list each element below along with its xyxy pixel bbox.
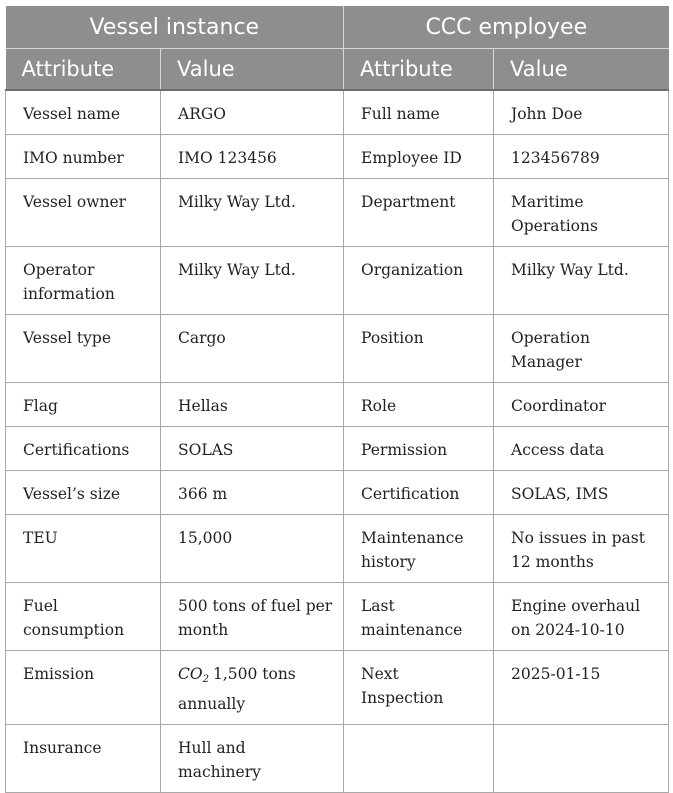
employee-attribute: Role: [344, 383, 494, 427]
employee-value: No issues in past 12 months: [494, 515, 669, 583]
table-row: [6, 179, 669, 247]
vessel-attribute: Flag: [6, 383, 161, 427]
employee-value: Milky Way Ltd.: [494, 247, 669, 315]
vessel-value: Hellas: [161, 383, 344, 427]
employee-attribute: Department: [344, 179, 494, 247]
table-row: [6, 583, 669, 651]
table-header: [6, 6, 669, 90]
employee-value: Operation Manager: [494, 315, 669, 383]
vessel-attribute: Insurance: [6, 725, 161, 793]
emission-formula: CO: [178, 665, 203, 683]
employee-value: SOLAS, IMS: [494, 471, 669, 515]
emission-amount: 1,500 tons annually: [178, 665, 296, 713]
vessel-attribute: Operator information: [6, 247, 161, 315]
table-row: [6, 471, 669, 515]
header-value-right: Value: [494, 49, 669, 91]
vessel-value: ARGO: [161, 90, 344, 135]
header-attribute-right: Attribute: [344, 49, 494, 91]
vessel-attribute: TEU: [6, 515, 161, 583]
header-ccc-employee: CCC employee: [344, 6, 669, 49]
employee-value: [494, 725, 669, 793]
employee-attribute: Permission: [344, 427, 494, 471]
employee-value: 2025-01-15: [494, 651, 669, 725]
vessel-attribute: Vessel name: [6, 90, 161, 135]
header-group-row: [6, 6, 669, 49]
vessel-attribute: Vessel owner: [6, 179, 161, 247]
employee-value: 123456789: [494, 135, 669, 179]
employee-attribute: Position: [344, 315, 494, 383]
attributes-table: [5, 6, 669, 793]
table-row: [6, 315, 669, 383]
header-vessel-instance: Vessel instance: [6, 6, 344, 49]
table-body: [6, 90, 669, 793]
header-attribute-left: Attribute: [6, 49, 161, 91]
table-row: [6, 383, 669, 427]
employee-value: Engine overhaul on 2024-10-10: [494, 583, 669, 651]
employee-value: John Doe: [494, 90, 669, 135]
employee-value: Coordinator: [494, 383, 669, 427]
employee-attribute: Certification: [344, 471, 494, 515]
vessel-value: SOLAS: [161, 427, 344, 471]
table-row: [6, 725, 669, 793]
employee-value: Access data: [494, 427, 669, 471]
employee-attribute: [344, 725, 494, 793]
employee-attribute: Organization: [344, 247, 494, 315]
employee-attribute: Last maintenance: [344, 583, 494, 651]
table-row: [6, 427, 669, 471]
vessel-value: 366 m: [161, 471, 344, 515]
vessel-value: 15,000: [161, 515, 344, 583]
employee-attribute: Maintenance history: [344, 515, 494, 583]
table-row: [6, 651, 669, 725]
table-row: [6, 90, 669, 135]
vessel-value: 500 tons of fuel per month: [161, 583, 344, 651]
vessel-value: IMO 123456: [161, 135, 344, 179]
emission-subscript: 2: [202, 674, 209, 685]
vessel-value: [161, 651, 344, 725]
vessel-attribute: IMO number: [6, 135, 161, 179]
header-value-left: Value: [161, 49, 344, 91]
employee-attribute: Employee ID: [344, 135, 494, 179]
vessel-value: Milky Way Ltd.: [161, 247, 344, 315]
vessel-value: Hull and machinery: [161, 725, 344, 793]
vessel-value: Milky Way Ltd.: [161, 179, 344, 247]
table-row: [6, 247, 669, 315]
vessel-attribute: Fuel consumption: [6, 583, 161, 651]
vessel-attribute: Vessel’s size: [6, 471, 161, 515]
vessel-attribute: Vessel type: [6, 315, 161, 383]
vessel-attribute: Certifications: [6, 427, 161, 471]
employee-attribute: Next Inspection: [344, 651, 494, 725]
table-row: [6, 515, 669, 583]
employee-value: Maritime Operations: [494, 179, 669, 247]
table-row: [6, 135, 669, 179]
header-column-row: [6, 49, 669, 91]
vessel-value: Cargo: [161, 315, 344, 383]
vessel-attribute: Emission: [6, 651, 161, 725]
employee-attribute: Full name: [344, 90, 494, 135]
